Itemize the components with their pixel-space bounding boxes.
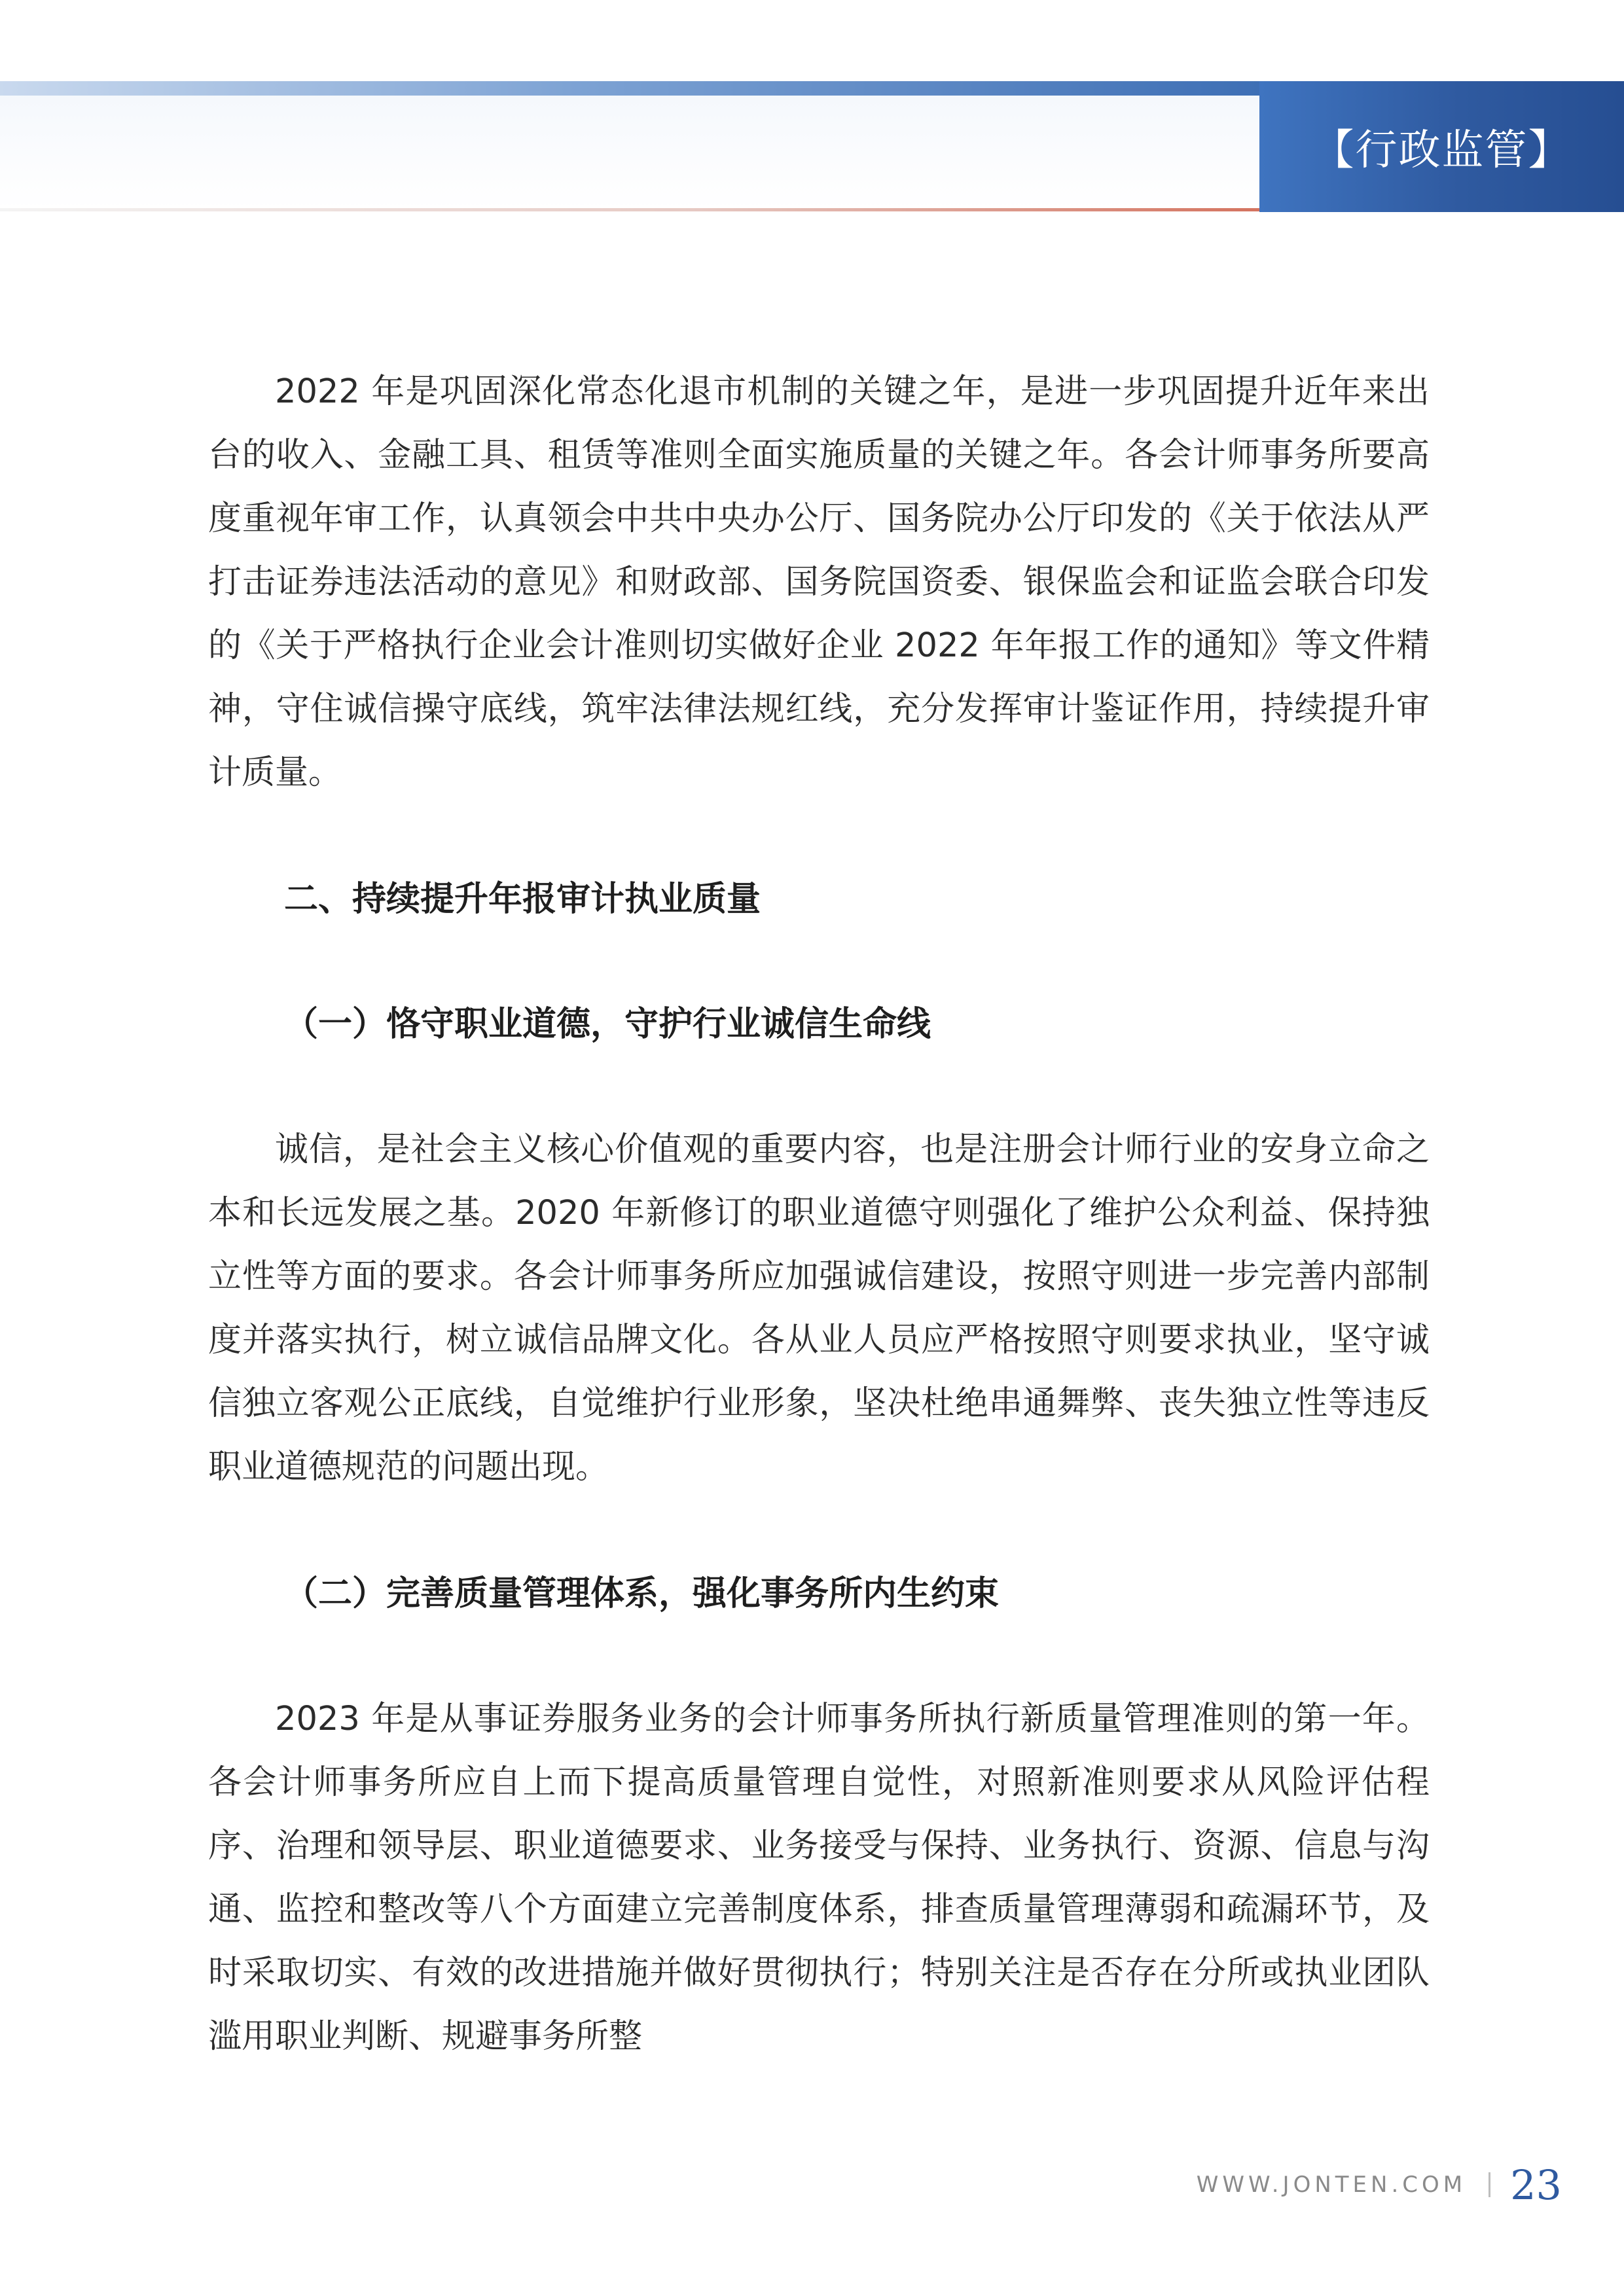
article-body (208, 360, 1430, 2068)
section-tag (1259, 81, 1624, 212)
paragraph-integrity: 诚信，是社会主义核心价值观的重要内容，也是注册会计师行业的安身立命之本和长远发展之基。2020 年新修订的职业道德守则强化了维护公众利益、保持独立性等方面的要求。各会计师事务所应加强诚信建设，按照守则进一步完善内部制度并落实执行，树立诚信品牌文化。各从业人员应严格按照守则要求执业，坚守诚信独立客观公正底线，自觉维护行业形象，坚决杜绝串通舞弊、丧失独立性等违反职业道德规范的问题出现。 (208, 1130, 1430, 1486)
header-bottom-rule (0, 208, 1259, 211)
header-band (0, 81, 1259, 210)
paragraph-quality-management: 2023 年是从事证券服务业务的会计师事务所执行新质量管理准则的第一年。各会计师事务所应自上而下提高质量管理自觉性，对照新准则要求从风险评估程序、治理和领导层、职业道德要求、业务接受与保持、业务执行、资源、信息与沟通、监控和整改等八个方面建立完善制度体系，排查质量管理薄弱和疏漏环节，及时采取切实、有效的改进措施并做好贯彻执行；特别关注是否存在分所或执业团队滥用职业判断、规避事务所整 (208, 1700, 1430, 2056)
page-footer (1197, 2159, 1562, 2211)
section-tag-label: 【行政监管】 (1312, 126, 1572, 175)
paragraph-intro: 2022 年是巩固深化常态化退市机制的关键之年，是进一步巩固提升近年来出台的收入、金融工具、租赁等准则全面实施质量的关键之年。各会计师事务所要高度重视年审工作，认真领会中共中央办公厅、国务院办公厅印发的《关于依法从严打击证券违法活动的意见》和财政部、国务院国资委、银保监会和证监会联合印发的《关于严格执行企业会计准则切实做好企业 2022 年年报工作的通知》等文件精神，守住诚信操守底线，筑牢法律法规红线，充分发挥审计鉴证作用，持续提升审计质量。 (208, 372, 1430, 792)
website-url: WWW.JONTEN.COM (1196, 2172, 1467, 2198)
page-number: 23 (1510, 2161, 1562, 2209)
subsection-heading-2: （二）完善质量管理体系，强化事务所内生约束 (284, 1574, 1000, 1613)
section-heading: 二、持续提升年报审计执业质量 (284, 880, 761, 919)
subsection-heading-1: （一）恪守职业道德，守护行业诚信生命线 (284, 1005, 931, 1044)
footer-divider (1489, 2172, 1490, 2197)
header-top-rule (0, 81, 1259, 96)
